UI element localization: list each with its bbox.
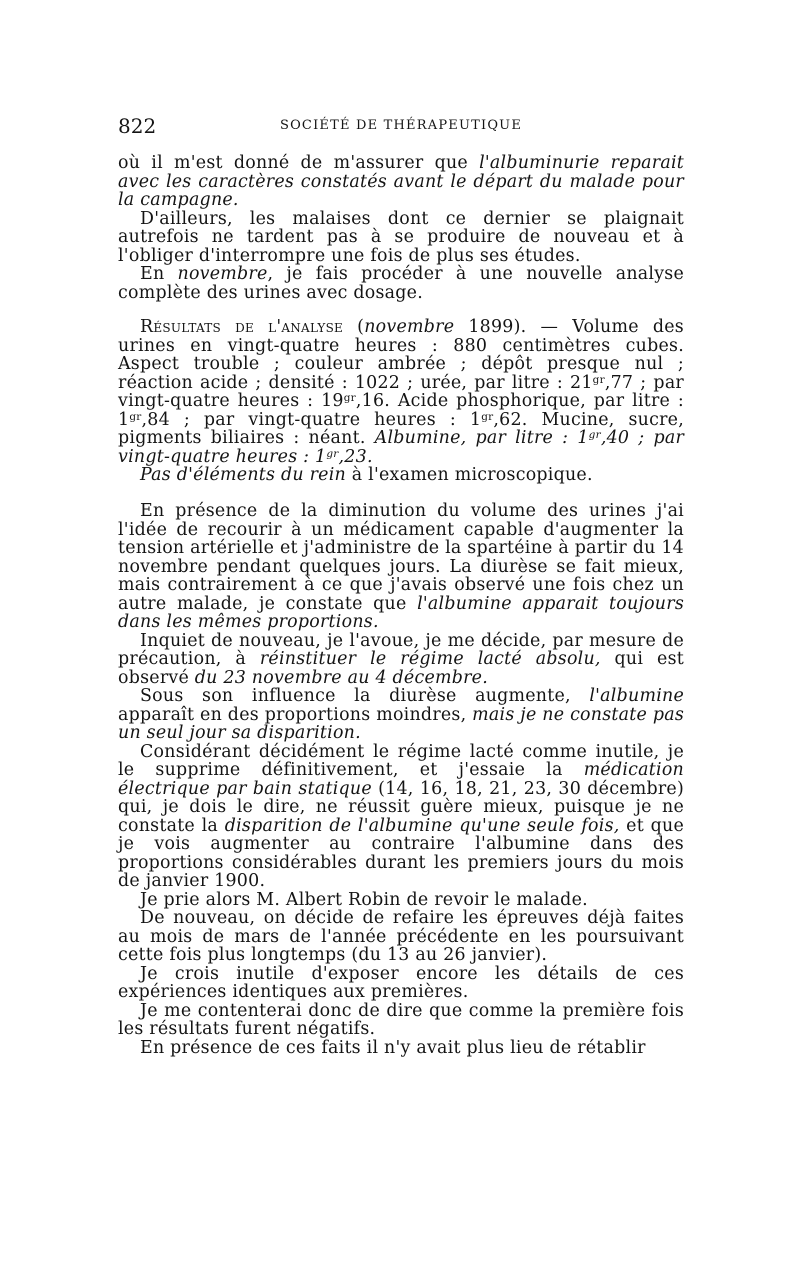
text-block-1 <box>118 154 684 302</box>
running-title: SOCIÉTÉ DE THÉRAPEUTIQUE <box>279 118 523 133</box>
paragraph: Je crois inutile d'exposer encore les détails de ces expériences identiques aux premières. <box>118 963 684 1002</box>
paragraph: En présence de la diminution du volume des urines j'ai l'idée de recourir à un médicament capable d'augmenter la tension artérielle et j'administre de la spartéine à partir du 14 novembre pendant quelques jours. La diurèse se fait mieux, mais contrairement à ce que j'avais observé une fois chez un autre malade, je constate que l'albumine apparait toujours dans les mêmes proportions. <box>118 501 684 632</box>
page-header <box>118 114 684 142</box>
analysis-results: Résultats de l'analyse (novembre 1899). — Volume des urines en vingt-quatre heures : 880 centimètres cubes. Aspect trouble ; couleur ambrée ; dépôt presque nul ; réaction acide ; densité : 1022 ; urée, par litre : $21^{gr},77$ ; par vingt-quatre heures : $19^{gr},16$. Acide phosphorique, par litre : $1^{gr},84$ ; par vingt-quatre heures : $1^{gr},62$. Mucine, sucre, pigments biliaires : néant. Albumine, par litre : $1^{gr},40$ ; par vingt-quatre heures : $1^{gr},23$. <box>118 317 685 467</box>
page-number: 822 <box>118 114 157 138</box>
paragraph: De nouveau, on décide de refaire les épreuves déjà faites au mois de mars de l'année précédente en les poursuivant cette fois plus longtemps (du 13 au 26 janvier). <box>118 908 684 965</box>
text-block-3 <box>118 502 684 1057</box>
text-block-analysis <box>118 318 684 485</box>
paragraph: où il m'est donné de m'assurer que l'albuminurie reparait avec les caractères constatés avant le départ du malade pour la campagne. <box>118 153 684 210</box>
paragraph: Considérant décidément le régime lacté comme inutile, je le supprime définitivement, et j'essaie la médication électrique par bain statique (14, 16, 18, 21, 23, 30 décembre) qui, je dois le dire, ne réussit guère mieux, puisque je ne constate la disparition de l'albumine qu'une seule fois, et que je vois augmenter au contraire l'albumine dans des proportions considérables durant les premiers jours du mois de janvier 1900. <box>118 741 684 891</box>
paragraph: En novembre, je fais procéder à une nouvelle analyse complète des urines avec dosage. <box>118 264 684 303</box>
paragraph: En présence de ces faits il n'y avait plus lieu de rétablir <box>140 1037 646 1058</box>
paragraph: Je prie alors M. Albert Robin de revoir le malade. <box>140 889 588 910</box>
paragraph: Je me contenterai donc de dire que comme la première fois les résultats furent négatifs. <box>118 1000 684 1039</box>
paragraph: Sous son influence la diurèse augmente, l'albumine apparaît en des proportions moindres, mais je ne constate pas un seul jour sa disparition. <box>118 686 685 743</box>
paragraph: D'ailleurs, les malaises dont ce dernier se plaignait autrefois ne tardent pas à se produire de nouveau et à l'obliger d'interrompre une fois de plus ses études. <box>118 208 684 266</box>
paragraph: Pas d'éléments du rein à l'examen microscopique. <box>140 465 593 485</box>
paragraph: Inquiet de nouveau, je l'avoue, je me décide, par mesure de précaution, à réinstituer le régime lacté absolu, qui est observé du 23 novembre au 4 décembre. <box>118 630 684 688</box>
